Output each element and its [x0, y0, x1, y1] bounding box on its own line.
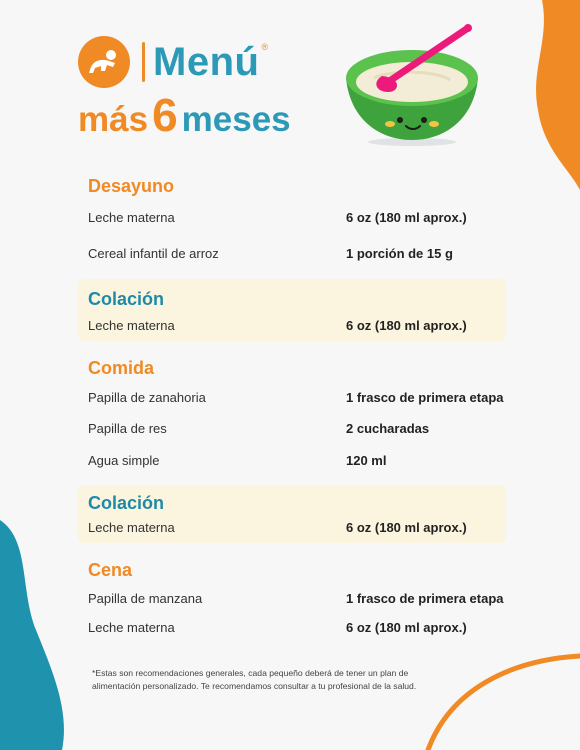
title-six: 6 — [152, 89, 178, 141]
section-title: Cena — [88, 560, 133, 580]
food-name: Leche materna — [88, 210, 175, 225]
footnote-line: alimentación personalizado. Te recomendamos consultar a tu profesional de la salud. — [92, 681, 417, 691]
section-cena — [78, 556, 506, 646]
food-name: Leche materna — [88, 520, 175, 535]
food-quantity: 6 oz (180 ml aprox.) — [346, 520, 467, 535]
title-menu: Menú — [153, 40, 260, 84]
food-quantity: 6 oz (180 ml aprox.) — [346, 210, 467, 225]
baby-crawling-icon — [78, 36, 130, 88]
section-title: Desayuno — [88, 176, 175, 196]
orange-blob-top-right — [520, 0, 580, 200]
footnote — [92, 667, 452, 693]
food-name: Cereal infantil de arroz — [88, 246, 219, 261]
food-quantity: 1 frasco de primera etapa — [346, 591, 504, 606]
section-title: Colación — [88, 493, 165, 513]
food-name: Papilla de manzana — [88, 591, 203, 606]
food-quantity: 2 cucharadas — [346, 421, 430, 436]
food-quantity: 6 oz (180 ml aprox.) — [346, 318, 467, 333]
food-quantity: 120 ml — [346, 453, 387, 468]
section-colacion-1 — [78, 279, 506, 341]
section-title: Colación — [88, 289, 165, 309]
food-name: Papilla de res — [88, 421, 167, 436]
section-comida — [78, 354, 506, 474]
food-name: Papilla de zanahoria — [88, 390, 206, 405]
food-name: Agua simple — [88, 453, 160, 468]
title-subtitle — [78, 89, 291, 141]
header — [78, 36, 291, 141]
registered-mark: ® — [261, 42, 269, 52]
section-title: Comida — [88, 358, 155, 378]
food-quantity: 6 oz (180 ml aprox.) — [346, 620, 467, 635]
food-quantity: 1 porción de 15 g — [346, 246, 453, 261]
footnote-line: *Estas son recomendaciones generales, cada pequeño deberá de tener un plan de — [92, 668, 409, 678]
title-meses: meses — [181, 100, 291, 139]
food-name: Leche materna — [88, 318, 175, 333]
teal-blob-bottom-left — [0, 520, 80, 750]
food-name: Leche materna — [88, 620, 175, 635]
header-divider — [142, 42, 145, 82]
section-colacion-2 — [78, 485, 506, 543]
food-quantity: 1 frasco de primera etapa — [346, 390, 504, 405]
title-mas: más — [78, 100, 149, 139]
cereal-bowl-illustration — [340, 20, 490, 150]
orange-arc-bottom-right — [420, 640, 580, 750]
section-desayuno — [78, 172, 506, 272]
